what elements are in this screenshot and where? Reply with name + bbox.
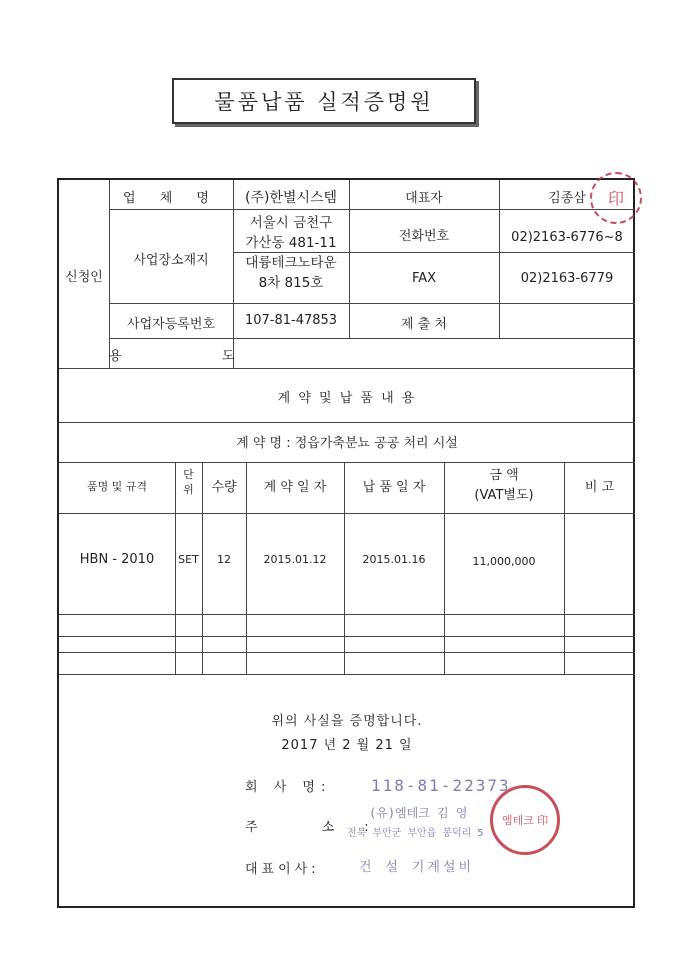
purpose-label: 용 도 bbox=[109, 349, 283, 364]
col-header-amount bbox=[444, 466, 564, 506]
certification-date: 2017 년 2 월 21 일 bbox=[281, 738, 413, 753]
row-amount: 11,000,000 bbox=[472, 555, 536, 568]
address-line: 8차 815호 bbox=[258, 275, 324, 291]
contract-name: 계 약 명 : 정읍가축분뇨 공공 처리 시설 bbox=[236, 436, 458, 451]
col-header-amount-top: 금 액 bbox=[489, 468, 519, 483]
col-header-contract-date: 계 약 일 자 bbox=[263, 480, 327, 495]
col-header-unit bbox=[175, 467, 202, 497]
representative-stamp-text: 건 설 기계설비 bbox=[359, 860, 475, 875]
col-header-unit-bottom: 위 bbox=[183, 483, 194, 496]
phone-label: 전화번호 bbox=[398, 229, 450, 244]
company-name-value: (주)한별시스템 bbox=[244, 190, 338, 206]
business-number-value: 107-81-47853 bbox=[244, 313, 338, 328]
address-stamp-line-2: 전북 부안군 부안읍 봉덕리 5 bbox=[347, 828, 484, 839]
row-contract-date: 2015.01.12 bbox=[263, 553, 327, 566]
address-line: 대륭테크노타운 bbox=[245, 255, 337, 271]
row-item: HBN - 2010 bbox=[79, 552, 155, 567]
col-header-unit-top: 단 bbox=[183, 468, 194, 481]
phone-value: 02)2163-6776~8 bbox=[511, 230, 623, 245]
address-value bbox=[233, 213, 349, 293]
top-right-seal-text: 印 bbox=[607, 188, 624, 208]
col-header-qty: 수량 bbox=[211, 480, 237, 495]
address-line: 서울시 금천구 bbox=[249, 215, 333, 231]
col-header-amount-bottom: (VAT별도) bbox=[474, 488, 534, 503]
row-qty: 12 bbox=[217, 553, 231, 566]
address-line: 가산동 481-11 bbox=[245, 235, 337, 251]
row-unit: SET bbox=[178, 553, 199, 566]
representative-value: 김종삼 bbox=[548, 191, 586, 206]
company-stamp-text: 118-81-22373 bbox=[371, 776, 511, 795]
certification-statement: 위의 사실을 증명합니다. bbox=[271, 714, 423, 729]
top-right-seal bbox=[590, 172, 642, 224]
company-name-label: 업 체 명 bbox=[123, 191, 219, 206]
company-signature-label: 회 사 명: bbox=[245, 780, 332, 795]
applicant-label: 신청인 bbox=[65, 270, 103, 285]
document-title-text: 물품납품 실적증명원 bbox=[214, 90, 434, 114]
address-label: 사업장소재지 bbox=[133, 253, 209, 268]
col-header-item: 품명 및 규격 bbox=[86, 480, 148, 493]
fax-label: FAX bbox=[411, 271, 437, 286]
address-stamp-line-1: (유)엠테크 김 영 bbox=[369, 806, 468, 820]
representative-label: 대표자 bbox=[405, 191, 443, 206]
business-number-label: 사업자등록번호 bbox=[127, 317, 215, 332]
contract-section-title: 계 약 및 납 품 내 용 bbox=[277, 391, 417, 406]
col-header-note: 비 고 bbox=[584, 480, 615, 495]
document-title bbox=[172, 78, 476, 124]
fax-value: 02)2163-6779 bbox=[520, 271, 614, 286]
col-header-delivery-date: 납 품 일 자 bbox=[362, 480, 426, 495]
address-signature-label: 주 소: bbox=[245, 820, 399, 835]
company-seal-text: 엠테크 印 bbox=[501, 813, 549, 827]
representative-signature-label: 대표이사: bbox=[245, 862, 320, 877]
company-seal bbox=[490, 785, 560, 855]
submit-to-label: 제 출 처 bbox=[401, 317, 447, 332]
row-delivery-date: 2015.01.16 bbox=[362, 553, 426, 566]
